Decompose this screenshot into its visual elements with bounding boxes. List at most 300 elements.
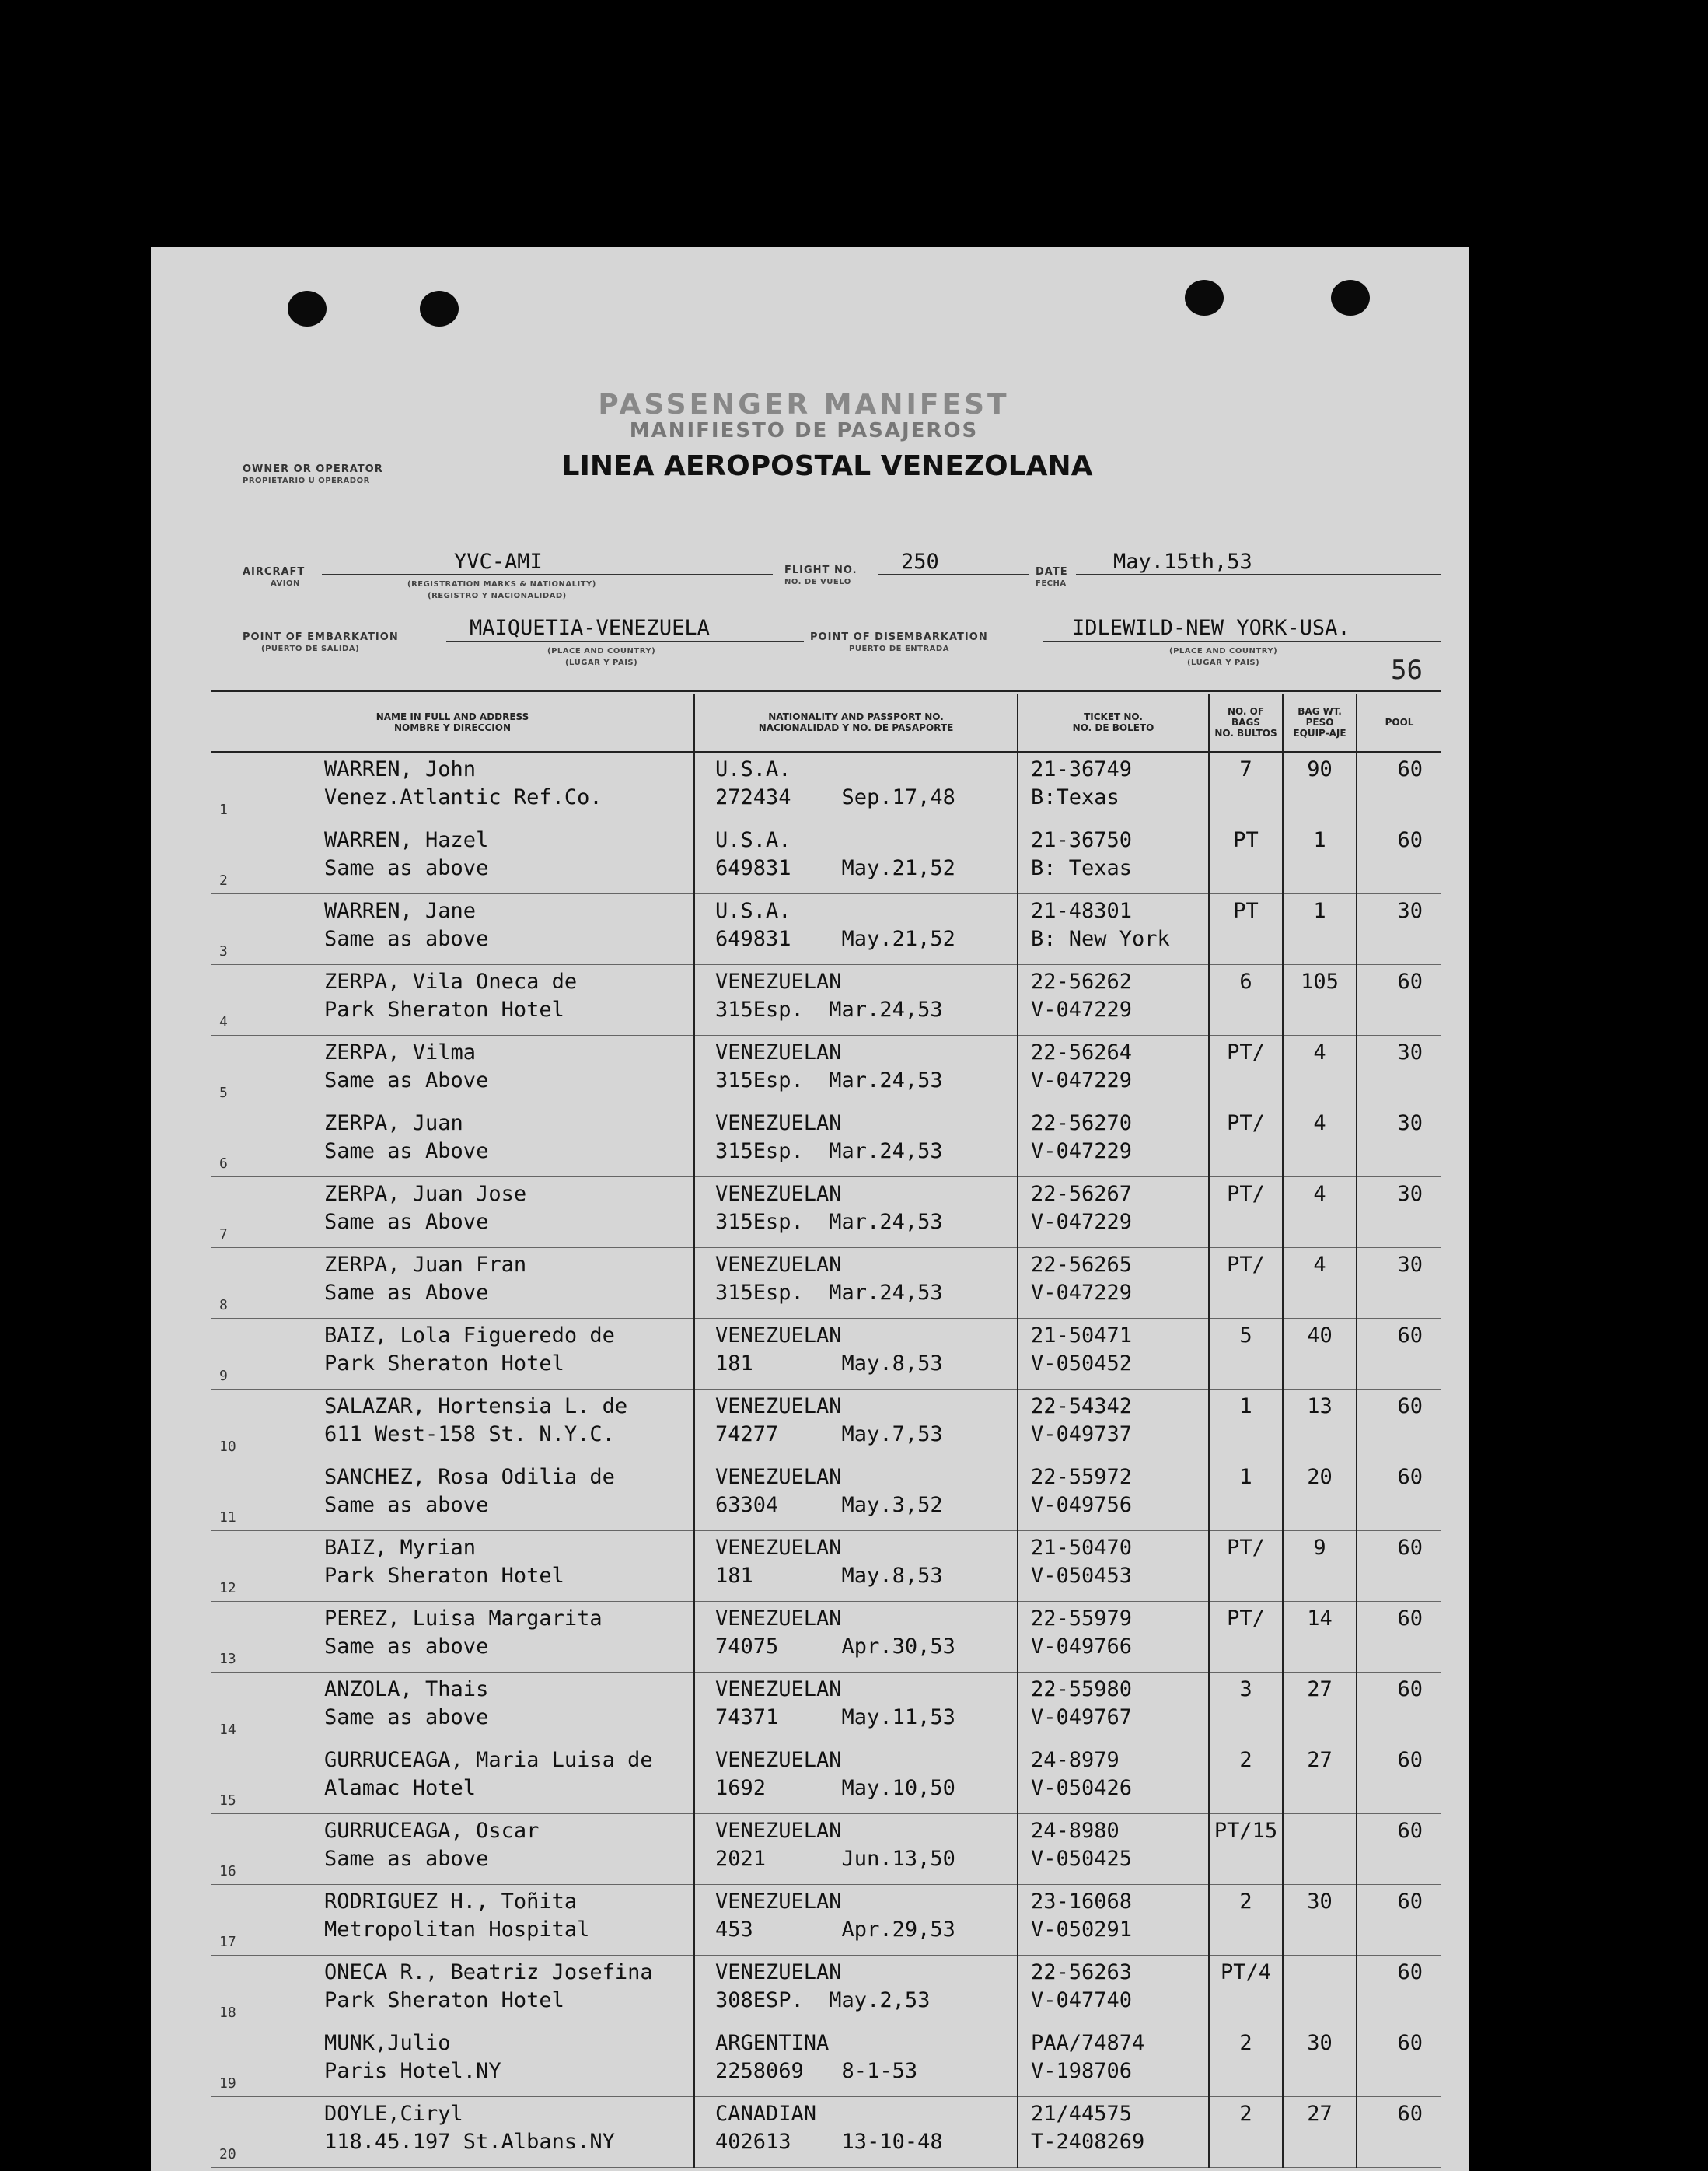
row-number: 18 [219,2005,236,2021]
embark-line [446,641,804,642]
name-cell [211,1319,694,1390]
bag-weight: 40 [1307,1323,1333,1348]
weight-cell [1283,1531,1357,1602]
table-row [211,1177,1441,1248]
table-row [211,1460,1441,1531]
passenger-address: Same as above [324,927,489,951]
weight-cell [1283,2026,1357,2097]
row-number: 11 [219,1509,236,1526]
weight-cell [1283,823,1357,894]
nationality-cell [694,1460,1018,1531]
pool-value: 60 [1397,2031,1423,2055]
nationality-cell [694,1743,1018,1814]
disembark-line [1043,641,1441,642]
pool-cell [1357,1390,1441,1460]
table-row [211,1743,1441,1814]
bags-cell [1209,965,1283,1036]
ticket-number: 21-36750 [1031,828,1133,852]
bags-count: 6 [1239,970,1252,994]
ticket-ref: B: New York [1031,927,1170,951]
passenger-address: Park Sheraton Hotel [324,998,564,1022]
bags-cell [1209,1248,1283,1319]
table-row [211,1248,1441,1319]
ticket-cell [1018,1248,1209,1319]
passenger-name: ANZOLA, Thais [324,1677,489,1701]
bags-count: 2 [1239,1890,1252,1914]
pool-cell [1357,1177,1441,1248]
bags-cell [1209,1319,1283,1390]
table-row [211,752,1441,823]
nationality: VENEZUELAN [715,1960,842,1984]
nationality: VENEZUELAN [715,1253,842,1277]
ticket-ref: V-047740 [1031,1988,1133,2012]
passport: 272434 Sep.17,48 [715,785,955,809]
nationality: U.S.A. [715,899,791,923]
row-number: 9 [219,1368,228,1384]
ticket-cell [1018,2097,1209,2168]
weight-cell [1283,1956,1357,2026]
bags-count: 2 [1239,1748,1252,1772]
bags-cell [1209,2026,1283,2097]
bags-count: PT/4 [1220,1960,1272,1984]
bags-cell [1209,1885,1283,1956]
passenger-name: DOYLE,Ciryl [324,2102,463,2126]
row-number: 3 [219,943,228,960]
pool-value: 30 [1397,899,1423,923]
bags-count: 1 [1239,1394,1252,1418]
bags-count: PT/ [1227,1536,1265,1560]
pool-cell [1357,1885,1441,1956]
name-cell [211,1885,694,1956]
bags-count: 1 [1239,1465,1252,1489]
passenger-table [211,694,1441,2168]
name-cell [211,823,694,894]
table-top-border [211,690,1441,692]
passenger-address: Alamac Hotel [324,1776,477,1800]
pool-cell [1357,2097,1441,2168]
pool-cell [1357,752,1441,823]
pool-value: 60 [1397,2102,1423,2126]
bag-weight: 30 [1307,2031,1333,2055]
passenger-address: Same as above [324,1493,489,1517]
passenger-name: ZERPA, Juan Jose [324,1182,527,1206]
passenger-name: PEREZ, Luisa Margarita [324,1606,603,1631]
bag-weight: 27 [1307,1677,1333,1701]
weight-cell [1283,2097,1357,2168]
nationality: VENEZUELAN [715,1677,842,1701]
aircraft-value: YVC-AMI [454,550,543,574]
ticket-number: 22-54342 [1031,1394,1133,1418]
name-cell [211,752,694,823]
weight-cell [1283,1036,1357,1106]
passport: 315Esp. Mar.24,53 [715,1210,943,1234]
passenger-address: Same as Above [324,1139,489,1163]
weight-cell [1283,1602,1357,1673]
table-row [211,1106,1441,1177]
name-cell [211,1673,694,1743]
nationality: U.S.A. [715,828,791,852]
bags-cell [1209,1602,1283,1673]
pool-value: 60 [1397,1536,1423,1560]
passenger-name: WARREN, Hazel [324,828,489,852]
ticket-cell [1018,1319,1209,1390]
bags-cell [1209,1673,1283,1743]
row-number: 17 [219,1934,236,1950]
passport: 181 May.8,53 [715,1564,943,1588]
weight-cell [1283,894,1357,965]
passenger-name: BAIZ, Myrian [324,1536,477,1560]
bags-count: PT/ [1227,1182,1265,1206]
weight-cell [1283,1106,1357,1177]
nationality: VENEZUELAN [715,1040,842,1065]
passport: 402613 13-10-48 [715,2130,943,2154]
row-number: 20 [219,2146,236,2162]
ticket-cell [1018,1036,1209,1106]
nationality-cell [694,965,1018,1036]
table-row [211,1390,1441,1460]
owner-label: OWNER OR OPERATOR PROPIETARIO U OPERADOR [243,463,383,485]
passport: 74277 May.7,53 [715,1422,943,1446]
bags-cell [1209,2097,1283,2168]
bags-count: PT/ [1227,1253,1265,1277]
row-number: 15 [219,1792,236,1809]
passenger-rows [211,752,1441,2168]
ticket-cell [1018,1460,1209,1531]
name-cell [211,2097,694,2168]
bags-cell [1209,1956,1283,2026]
ticket-number: 21-50471 [1031,1323,1133,1348]
column-header-nationality: NATIONALITY AND PASSPORT NO. NACIONALIDAD Y NO. DE PASAPORTE [694,694,1018,752]
aircraft-label: AIRCRAFT AVION [243,566,306,588]
pool-cell [1357,1814,1441,1885]
name-cell [211,1177,694,1248]
table-row [211,1814,1441,1885]
nationality: VENEZUELAN [715,1819,842,1843]
name-cell [211,965,694,1036]
pool-value: 60 [1397,1819,1423,1843]
table-row [211,1602,1441,1673]
ticket-number: 21/44575 [1031,2102,1133,2126]
passenger-address: Same as above [324,856,489,880]
pool-cell [1357,1956,1441,2026]
ticket-ref: T-2408269 [1031,2130,1145,2154]
flight-line [878,574,1029,575]
page-number: 56 [1391,655,1423,686]
passenger-name: SANCHEZ, Rosa Odilia de [324,1465,615,1489]
weight-cell [1283,965,1357,1036]
pool-cell [1357,1248,1441,1319]
table-row [211,2097,1441,2168]
ticket-cell [1018,1602,1209,1673]
ticket-number: 22-56265 [1031,1253,1133,1277]
passenger-address: Metropolitan Hospital [324,1918,590,1942]
pool-cell [1357,965,1441,1036]
nationality-cell [694,1531,1018,1602]
bags-cell [1209,1531,1283,1602]
row-number: 4 [219,1014,228,1030]
pool-value: 30 [1397,1040,1423,1065]
pool-value: 60 [1397,757,1423,781]
row-number: 13 [219,1651,236,1667]
passenger-address: Park Sheraton Hotel [324,1988,564,2012]
row-number: 16 [219,1863,236,1879]
nationality-cell [694,1814,1018,1885]
ticket-ref: B:Texas [1031,785,1119,809]
row-number: 19 [219,2075,236,2092]
ticket-number: 21-50470 [1031,1536,1133,1560]
flight-date: May.15th,53 [1113,550,1252,574]
bags-cell [1209,1460,1283,1531]
passenger-address: Same as above [324,1847,489,1871]
nationality-cell [694,1248,1018,1319]
weight-cell [1283,1177,1357,1248]
ticket-number: 21-36749 [1031,757,1133,781]
bags-count: PT [1233,899,1259,923]
bag-weight: 90 [1307,757,1333,781]
row-number: 7 [219,1226,228,1243]
ticket-number: 22-56267 [1031,1182,1133,1206]
bag-weight: 27 [1307,2102,1333,2126]
ticket-cell [1018,1390,1209,1460]
passenger-name: MUNK,Julio [324,2031,451,2055]
passport: 649831 May.21,52 [715,927,955,951]
row-number: 12 [219,1580,236,1596]
ticket-number: 23-16068 [1031,1890,1133,1914]
bags-cell [1209,1177,1283,1248]
row-number: 2 [219,872,228,889]
passport: 2258069 8-1-53 [715,2059,918,2083]
bags-count: PT/ [1227,1606,1265,1631]
punch-hole [420,291,459,327]
passenger-name: ONECA R., Beatriz Josefina [324,1960,653,1984]
passport: 1692 May.10,50 [715,1776,955,1800]
bags-cell [1209,1390,1283,1460]
airline-name: LINEA AEROPOSTAL VENEZOLANA [561,450,1093,482]
ticket-cell [1018,1531,1209,1602]
bags-count: 7 [1239,757,1252,781]
ticket-cell [1018,752,1209,823]
row-number: 10 [219,1439,236,1455]
nationality: VENEZUELAN [715,1182,842,1206]
nationality-cell [694,894,1018,965]
ticket-ref: V-049766 [1031,1634,1133,1659]
date-label: DATE FECHA [1036,566,1068,588]
ticket-ref: V-047229 [1031,998,1133,1022]
column-header-bags: NO. OF BAGS NO. BULTOS [1209,694,1283,752]
row-number: 5 [219,1085,228,1101]
bag-weight: 4 [1313,1040,1326,1065]
table-row [211,2026,1441,2097]
ticket-ref: V-198706 [1031,2059,1133,2083]
passport: 649831 May.21,52 [715,856,955,880]
bag-weight: 30 [1307,1890,1333,1914]
ticket-ref: V-047229 [1031,1068,1133,1092]
ticket-number: 22-55979 [1031,1606,1133,1631]
table-header-row [211,694,1441,752]
table-row [211,1319,1441,1390]
ticket-ref: V-050291 [1031,1918,1133,1942]
ticket-ref: V-050452 [1031,1351,1133,1376]
bags-count: PT/15 [1214,1819,1278,1843]
ticket-number: 21-48301 [1031,899,1133,923]
pool-cell [1357,1036,1441,1106]
passenger-address: Venez.Atlantic Ref.Co. [324,785,603,809]
passenger-name: GURRUCEAGA, Oscar [324,1819,540,1843]
name-cell [211,1956,694,2026]
ticket-number: 22-55980 [1031,1677,1133,1701]
name-cell [211,1602,694,1673]
passenger-address: Same as above [324,1705,489,1729]
table-row [211,1885,1441,1956]
nationality: VENEZUELAN [715,1465,842,1489]
nationality: VENEZUELAN [715,1748,842,1772]
pool-value: 60 [1397,1606,1423,1631]
ticket-cell [1018,1106,1209,1177]
passport: 315Esp. Mar.24,53 [715,1281,943,1305]
ticket-cell [1018,1956,1209,2026]
ticket-number: 22-56270 [1031,1111,1133,1135]
nationality-cell [694,752,1018,823]
ticket-ref: V-050425 [1031,1847,1133,1871]
ticket-number: PAA/74874 [1031,2031,1145,2055]
ticket-number: 24-8980 [1031,1819,1119,1843]
pool-value: 30 [1397,1111,1423,1135]
bag-weight: 4 [1313,1182,1326,1206]
pool-cell [1357,1602,1441,1673]
table-row [211,1673,1441,1743]
bag-weight: 14 [1307,1606,1333,1631]
ticket-ref: V-049756 [1031,1493,1133,1517]
embark-place-note: (PLACE AND COUNTRY) (LUGAR Y PAIS) [547,647,656,667]
pool-cell [1357,1743,1441,1814]
name-cell [211,1390,694,1460]
passenger-name: RODRIGUEZ H., Toñita [324,1890,578,1914]
pool-value: 60 [1397,970,1423,994]
nationality: ARGENTINA [715,2031,830,2055]
ticket-ref: V-050426 [1031,1776,1133,1800]
nationality-cell [694,1602,1018,1673]
pool-value: 60 [1397,1748,1423,1772]
embark-label: POINT OF EMBARKATION (PUERTO DE SALIDA) [243,631,399,653]
passport: 74371 May.11,53 [715,1705,955,1729]
bags-count: 2 [1239,2031,1252,2055]
passenger-address: Same as Above [324,1281,489,1305]
bags-count: 3 [1239,1677,1252,1701]
bags-cell [1209,752,1283,823]
name-cell [211,2026,694,2097]
date-line [1076,574,1441,575]
passenger-name: SALAZAR, Hortensia L. de [324,1394,628,1418]
bag-weight: 4 [1313,1111,1326,1135]
bags-cell [1209,1814,1283,1885]
name-cell [211,1460,694,1531]
ticket-cell [1018,1673,1209,1743]
nationality-cell [694,1885,1018,1956]
table-row [211,1531,1441,1602]
ticket-cell [1018,2026,1209,2097]
nationality-cell [694,823,1018,894]
passport: 315Esp. Mar.24,53 [715,1068,943,1092]
table-row [211,894,1441,965]
ticket-cell [1018,1177,1209,1248]
pool-cell [1357,1106,1441,1177]
bags-cell [1209,894,1283,965]
weight-cell [1283,1460,1357,1531]
bag-weight: 27 [1307,1748,1333,1772]
bags-cell [1209,823,1283,894]
ticket-ref: B: Texas [1031,856,1133,880]
nationality: VENEZUELAN [715,970,842,994]
pool-value: 60 [1397,1323,1423,1348]
passenger-address: Paris Hotel.NY [324,2059,501,2083]
nationality: VENEZUELAN [715,1890,842,1914]
name-cell [211,1814,694,1885]
ticket-ref: V-047229 [1031,1281,1133,1305]
passenger-name: ZERPA, Vilma [324,1040,477,1065]
document-title: PASSENGER MANIFEST [598,389,1010,421]
weight-cell [1283,1673,1357,1743]
punch-hole [1331,280,1370,316]
ticket-ref: V-049767 [1031,1705,1133,1729]
pool-cell [1357,2026,1441,2097]
bags-count: PT/ [1227,1040,1265,1065]
nationality-cell [694,2026,1018,2097]
nationality: VENEZUELAN [715,1536,842,1560]
table-row [211,965,1441,1036]
name-cell [211,1106,694,1177]
manifest-sheet [151,247,1469,2171]
bags-cell [1209,1106,1283,1177]
ticket-cell [1018,894,1209,965]
bags-cell [1209,1743,1283,1814]
passenger-name: ZERPA, Vila Oneca de [324,970,578,994]
ticket-ref: V-047229 [1031,1139,1133,1163]
aircraft-note: (REGISTRATION MARKS & NATIONALITY) (REGISTRO Y NACIONALIDAD) [407,580,596,600]
ticket-number: 24-8979 [1031,1748,1119,1772]
pool-cell [1357,1319,1441,1390]
nationality-cell [694,1319,1018,1390]
bag-weight: 1 [1313,899,1326,923]
bag-weight: 105 [1301,970,1339,994]
bags-count: PT/ [1227,1111,1265,1135]
ticket-number: 22-56263 [1031,1960,1133,1984]
passenger-address: Same as Above [324,1210,489,1234]
bag-weight: 1 [1313,828,1326,852]
pool-cell [1357,1460,1441,1531]
ticket-ref: V-050453 [1031,1564,1133,1588]
passenger-name: ZERPA, Juan Fran [324,1253,527,1277]
nationality-cell [694,1956,1018,2026]
column-header-pool: POOL [1357,694,1441,752]
passport: 74075 Apr.30,53 [715,1634,955,1659]
column-header-name: NAME IN FULL AND ADDRESS NOMBRE Y DIRECCION [211,694,694,752]
nationality: U.S.A. [715,757,791,781]
disembark-place-note: (PLACE AND COUNTRY) (LUGAR Y PAIS) [1169,647,1278,667]
disembark-value: IDLEWILD-NEW YORK-USA. [1072,616,1350,640]
disembark-label: POINT OF DISEMBARKATION PUERTO DE ENTRADA [810,631,988,653]
bags-cell [1209,1036,1283,1106]
passenger-address: Park Sheraton Hotel [324,1564,564,1588]
pool-value: 30 [1397,1182,1423,1206]
pool-value: 30 [1397,1253,1423,1277]
passenger-name: WARREN, John [324,757,477,781]
pool-cell [1357,1531,1441,1602]
passport: 2021 Jun.13,50 [715,1847,955,1871]
name-cell [211,1036,694,1106]
table-row [211,1956,1441,2026]
row-number: 1 [219,802,228,818]
nationality: VENEZUELAN [715,1111,842,1135]
